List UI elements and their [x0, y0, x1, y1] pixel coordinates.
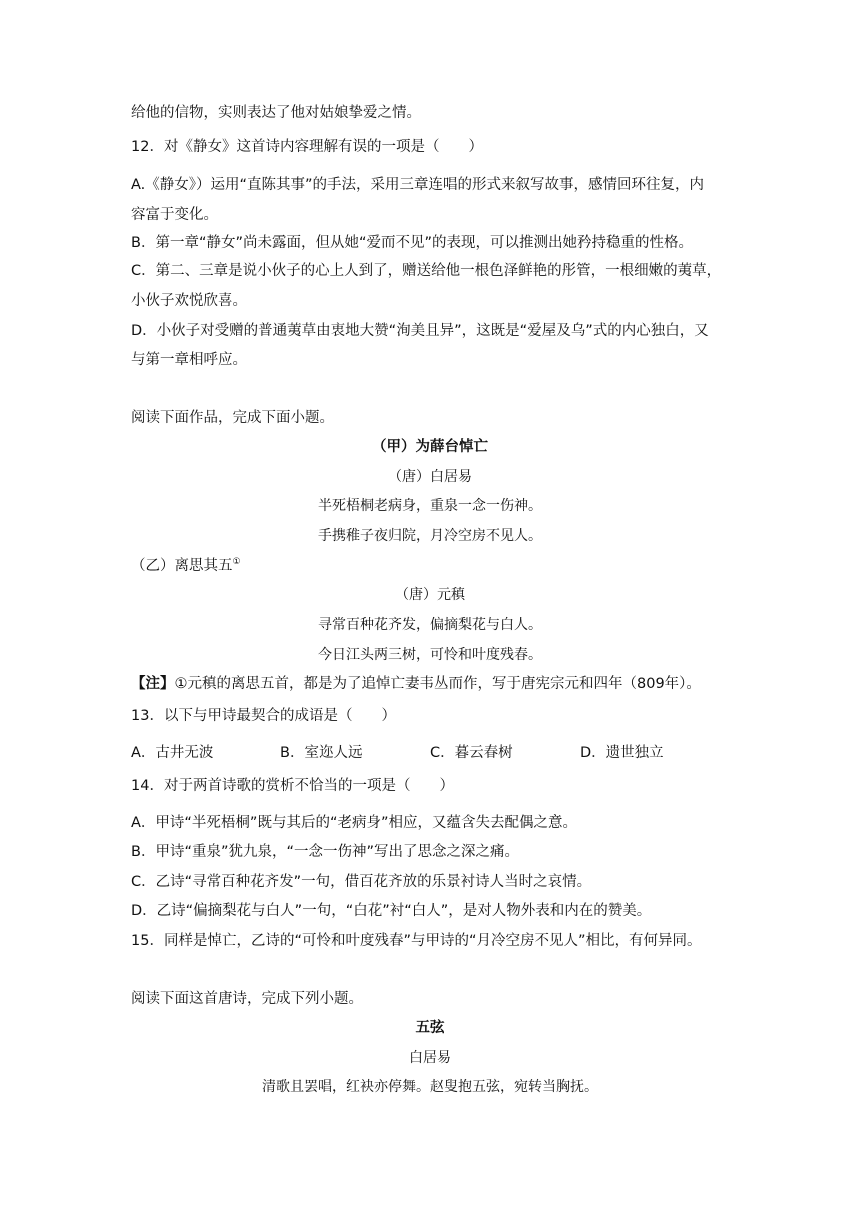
- option-12a: A.《静女》）运用“直陈其事”的手法，采用三章连唱的形式来叙写故事，感情回环往复，内: [131, 177, 705, 193]
- poem-2-title: [131, 556, 241, 576]
- poem-3-line: 清歌且罢唱，红袂亦停舞。赵叟抱五弦，宛转当胸抚。: [262, 1079, 598, 1095]
- poem-2-line: 今日江头两三树，可怜和叶度残春。: [318, 647, 542, 663]
- option-13a: A．古井无波: [131, 745, 214, 761]
- note-text: ①元稹的离思五首，都是为了追悼亡妻韦丛而作，写于唐宪宗元和四年（809年）。: [174, 676, 701, 692]
- poem-1-author: （唐）白居易: [388, 469, 472, 485]
- poem-2-title-text: （乙）离思其五: [131, 558, 233, 574]
- question-14: 14．对于两首诗歌的赏析不恰当的一项是（ ）: [131, 778, 454, 794]
- option-13d: D．遗世独立: [580, 745, 664, 761]
- reading-intro: 阅读下面作品，完成下面小题。: [131, 410, 334, 426]
- poem-1-line: 半死梧桐老病身，重泉一念一伤神。: [318, 498, 542, 514]
- question-13: 13．以下与甲诗最契合的成语是（ ）: [131, 708, 396, 724]
- question-12: 12．对《静女》这首诗内容理解有误的一项是（ ）: [131, 139, 483, 155]
- footnote: [131, 674, 701, 694]
- option-12d-cont: 与第一章相呼应。: [131, 352, 247, 368]
- poem-2-line: 寻常百种花齐发，偏摘梨花与白人。: [318, 617, 542, 633]
- note-label: 【注】: [131, 676, 175, 692]
- text-line: 给他的信物，实则表达了他对姑娘挚爱之情。: [131, 105, 421, 121]
- option-14b: B．甲诗“重泉”犹九泉，“一念一伤神”写出了思念之深之痛。: [131, 844, 519, 860]
- option-14a: A．甲诗“半死梧桐”既与其后的“老病身”相应，又蕴含失去配偶之意。: [131, 815, 577, 831]
- option-12a-cont: 容富于变化。: [131, 207, 218, 223]
- reading-intro: 阅读下面这首唐诗，完成下列小题。: [131, 991, 363, 1007]
- poem-3-title: 五弦: [415, 1020, 445, 1036]
- option-12d: D．小伙子对受赠的普通荑草由衷地大赞“洵美且异”，这既是“爱屋及乌”式的内心独白，又: [131, 323, 709, 339]
- option-13b: B．室迩人远: [280, 745, 363, 761]
- footnote-marker: ①: [232, 557, 241, 568]
- option-14d: D．乙诗“偏摘梨花与白人”一句，“白花”衬“白人”，是对人物外表和内在的赞美。: [131, 903, 652, 919]
- poem-1-title: （甲）为薛台悼亡: [372, 439, 488, 455]
- option-13c: C．暮云春树: [430, 745, 513, 761]
- poem-3-author: 白居易: [409, 1050, 451, 1066]
- poem-1-line: 手携稚子夜归院，月冷空房不见人。: [318, 528, 542, 544]
- option-14c: C．乙诗“寻常百种花齐发”一句，借百花齐放的乐景衬诗人当时之哀情。: [131, 874, 592, 890]
- poem-2-author: （唐）元稹: [395, 587, 465, 603]
- option-12c-cont: 小伙子欢悦欣喜。: [131, 293, 247, 309]
- option-12c: C．第二、三章是说小伙子的心上人到了，赠送给他一根色泽鲜艳的彤管，一根细嫩的荑草，: [131, 263, 722, 279]
- question-15: 15．同样是悼亡，乙诗的“可怜和叶度残春”与甲诗的“月冷空房不见人”相比，有何异同。: [131, 933, 702, 949]
- option-12b: B．第一章“静女”尚未露面，但从她“爱而不见”的表现，可以推测出她矜持稳重的性格。: [131, 235, 693, 251]
